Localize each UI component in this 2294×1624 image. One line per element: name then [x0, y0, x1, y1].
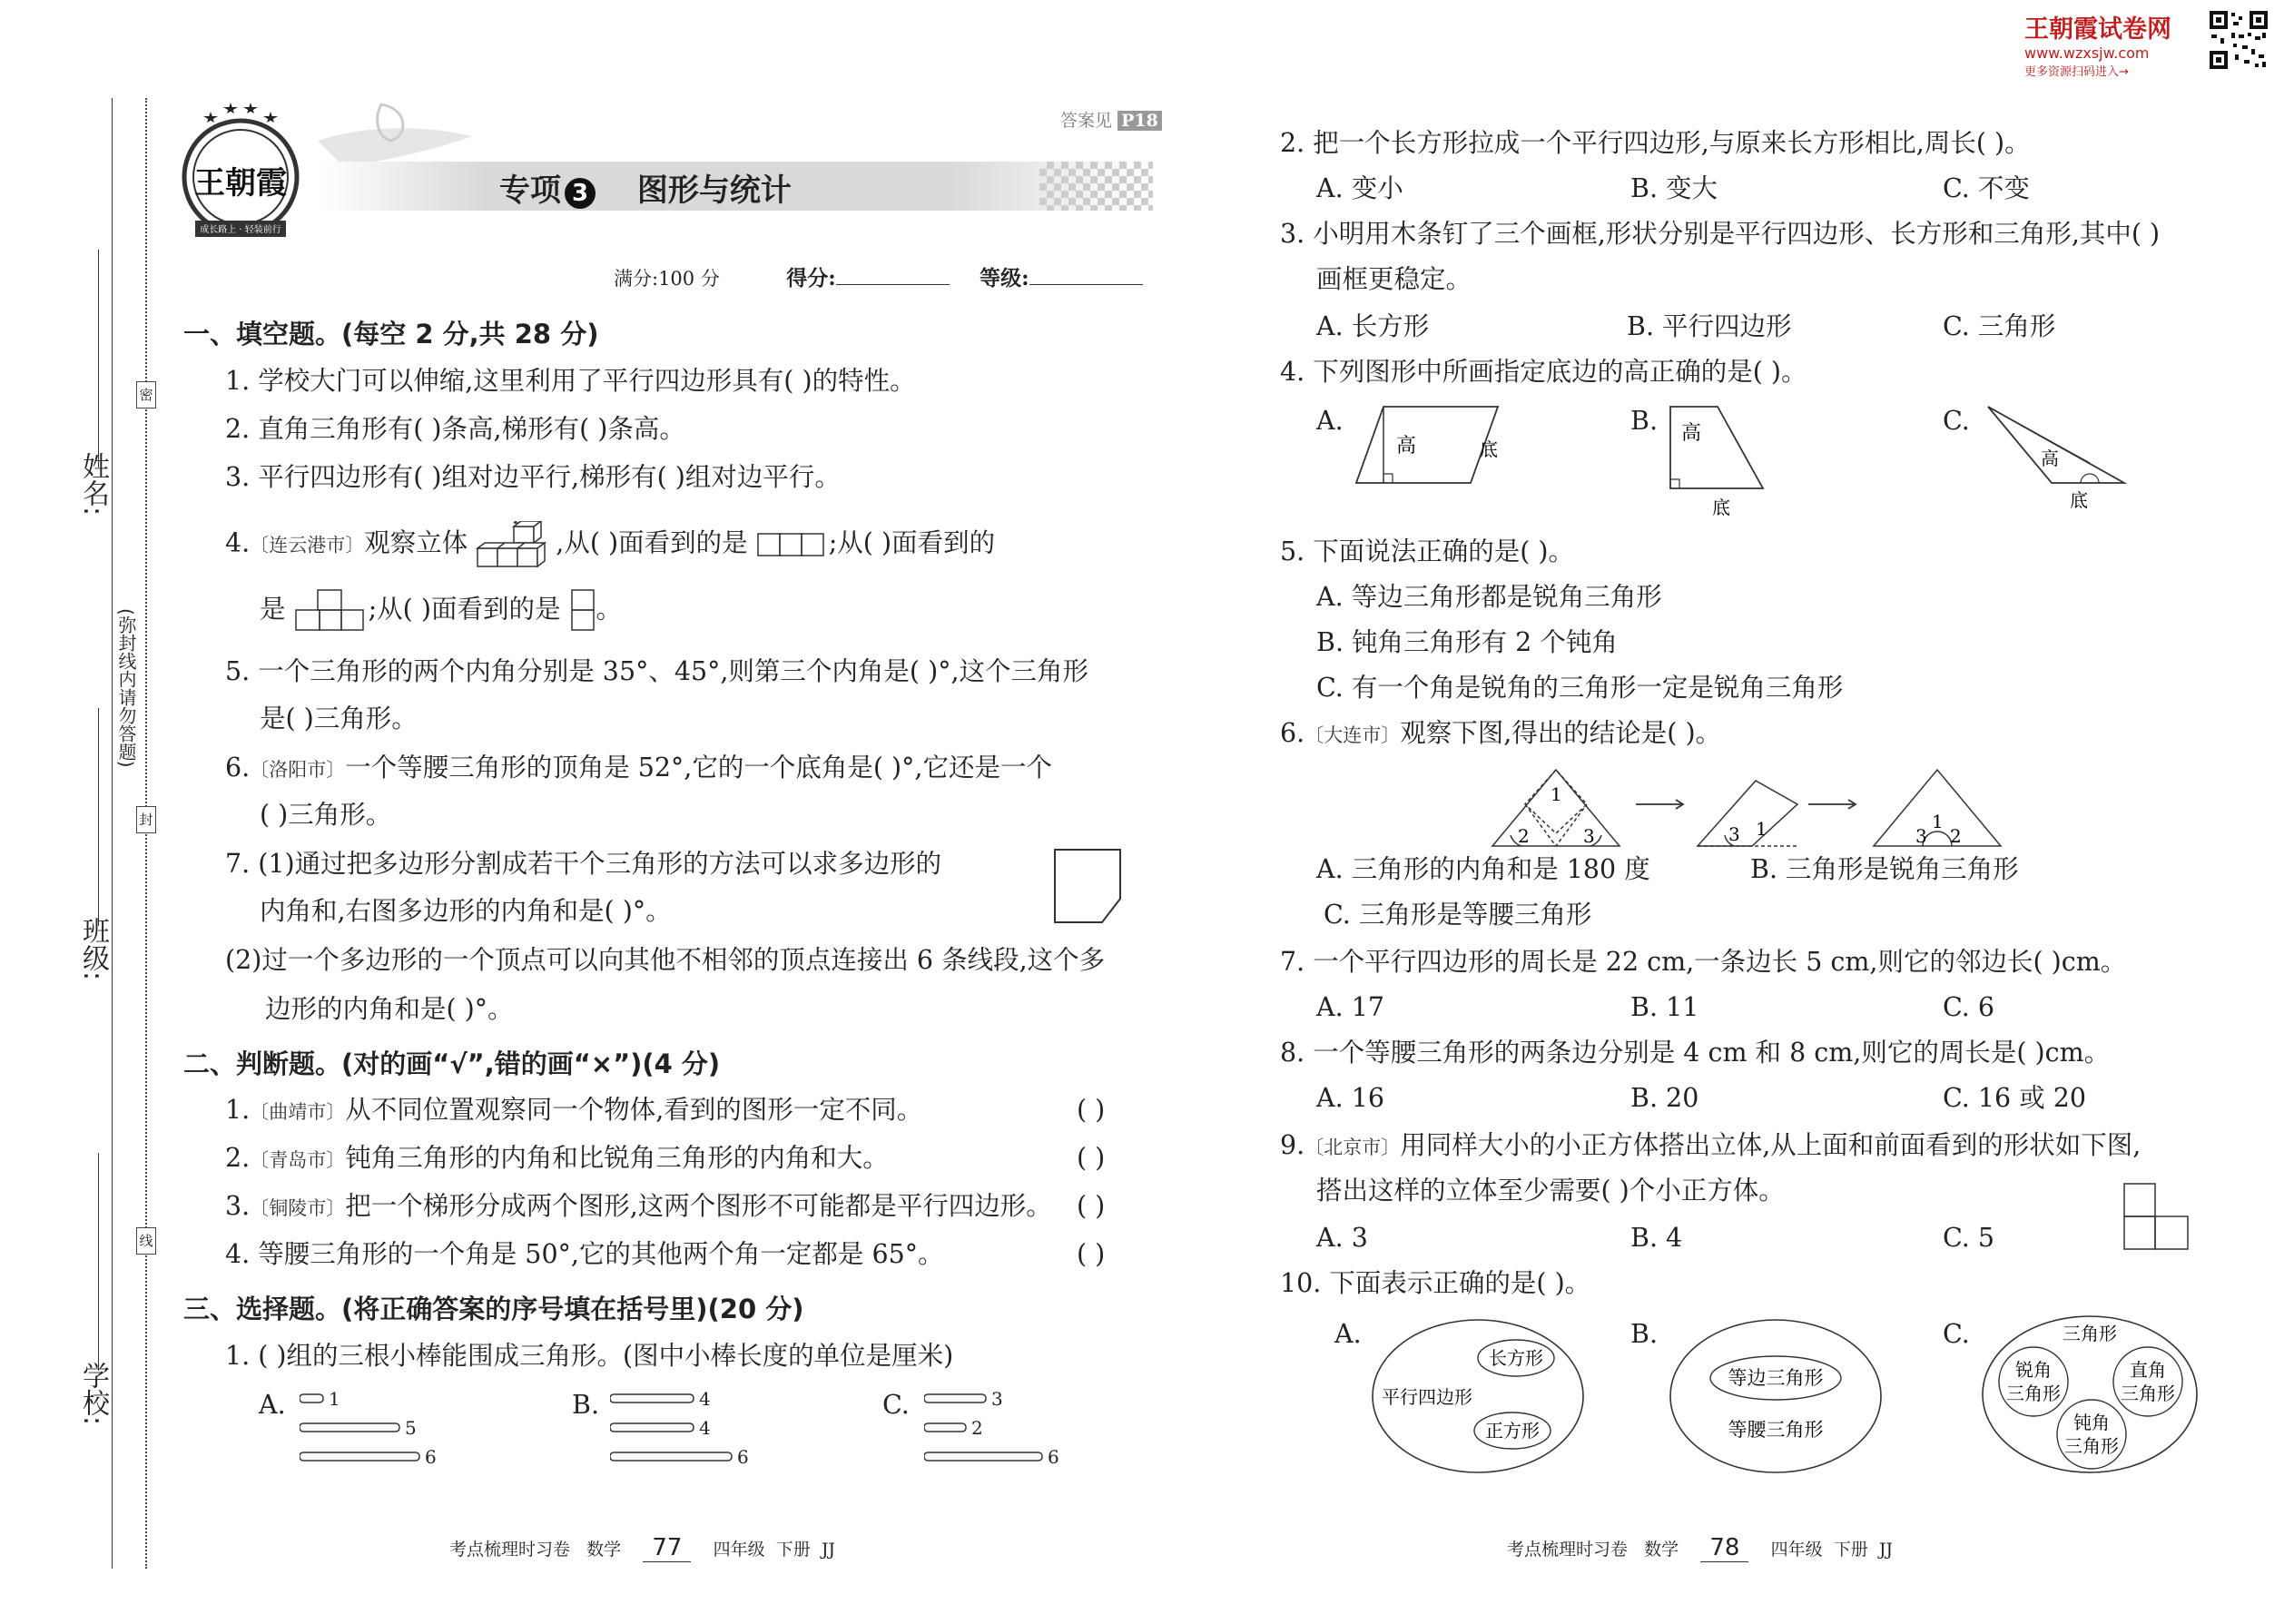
svg-text:4: 4 [699, 1417, 711, 1439]
svg-text:6: 6 [1048, 1446, 1059, 1468]
sticks-option-a [300, 1387, 454, 1469]
svg-text:2: 2 [971, 1417, 983, 1439]
choice-q2-option-c: C. 不变 [1943, 173, 2030, 203]
svg-text:王朝霞: 王朝霞 [194, 165, 287, 202]
choice-q9-option-c: C. 5 [1943, 1223, 1995, 1253]
qr-code-icon [2208, 9, 2269, 71]
choice-q9-line1: 9.〔北京市〕用同样大小的小正方体搭出立体,从上面和前面看到的形状如下图, [1280, 1130, 2141, 1160]
choice-q8-option-a: A. 16 [1316, 1083, 1384, 1113]
choice-q3-option-b: B. 平行四边形 [1627, 311, 1792, 341]
svg-text:三角形: 三角形 [2006, 1383, 2061, 1404]
height-figure-b [1663, 398, 1799, 525]
choice-q7-option-a: A. 17 [1316, 992, 1384, 1022]
svg-text:底: 底 [2070, 489, 2088, 508]
choice-q9-option-a: A. 3 [1316, 1223, 1368, 1253]
view-three-squares [756, 530, 829, 559]
choice-q6-option-b: B. 三角形是锐角三角形 [1750, 854, 2019, 884]
svg-text:6: 6 [737, 1446, 749, 1468]
seal-note: (弥封线内请勿答题) [115, 608, 137, 768]
svg-text:底: 底 [1712, 497, 1730, 518]
section-fill-in: 一、填空题。(每空 2 分,共 28 分) [183, 319, 599, 349]
fill-q3: 3. 平行四边形有( )组对边平行,梯形有( )组对边平行。 [225, 462, 841, 492]
choice-q5-option-b: B. 钝角三角形有 2 个钝角 [1316, 627, 1618, 657]
choice-q2: 2. 把一个长方形拉成一个平行四边形,与原来长方形相比,周长( )。 [1280, 128, 2031, 158]
choice-q3-option-c: C. 三角形 [1943, 311, 2056, 341]
choice-q10-option-c-label: C. [1943, 1319, 1970, 1349]
svg-text:直角: 直角 [2130, 1359, 2166, 1381]
choice-q8-option-b: B. 20 [1630, 1083, 1699, 1113]
judge-q2: 2.〔青岛市〕钝角三角形的内角和比锐角三角形的内角和大。 [225, 1143, 889, 1173]
svg-text:3: 3 [1915, 825, 1927, 847]
choice-q10: 10. 下面表示正确的是( )。 [1280, 1268, 1591, 1298]
choice-q1-option-c-label: C. [882, 1390, 910, 1420]
answer-ref: 答案见 P18 [1060, 107, 1162, 132]
choice-q6-option-a: A. 三角形的内角和是 180 度 [1316, 854, 1650, 884]
cube-stack-figure [476, 521, 556, 568]
judge-q3-paren[interactable]: ( ) [1077, 1191, 1106, 1221]
svg-text:底: 底 [1480, 438, 1498, 460]
svg-text:等腰三角形: 等腰三角形 [1728, 1419, 1824, 1441]
fill-q7-line1: 7. (1)通过把多边形分割成若干个三角形的方法可以求多边形的 [225, 849, 942, 879]
name-label: 姓名: [77, 452, 109, 517]
svg-text:3: 3 [991, 1388, 1003, 1410]
choice-q7-option-c: C. 6 [1943, 992, 1995, 1022]
svg-text:1: 1 [329, 1388, 340, 1410]
name-underline [98, 250, 99, 468]
section-judge: 二、判断题。(对的画“√”,错的画“×”)(4 分) [183, 1048, 721, 1079]
venn-option-b [1667, 1316, 1885, 1476]
svg-text:钝角: 钝角 [2073, 1412, 2110, 1433]
choice-q1: 1. ( )组的三根小棒能围成三角形。(图中小棒长度的单位是厘米) [225, 1341, 954, 1371]
sticks-option-b [610, 1387, 764, 1469]
judge-q4-paren[interactable]: ( ) [1077, 1239, 1106, 1269]
svg-text:长方形: 长方形 [1489, 1347, 1543, 1369]
fill-q4-line1: 4.〔连云港市〕观察立体 ,从( )面看到的是 ;从( )面看到的 [225, 521, 995, 568]
choice-q8: 8. 一个等腰三角形的两条边分别是 4 cm 和 8 cm,则它的周长是( )cm。 [1280, 1038, 2111, 1068]
svg-text:6: 6 [425, 1446, 437, 1468]
fill-q6-line2: ( )三角形。 [260, 800, 392, 830]
fill-q5-line2: 是( )三角形。 [260, 704, 418, 733]
seal-mark-2: 封 [136, 806, 156, 833]
svg-text:3: 3 [1728, 823, 1740, 845]
fill-q2: 2. 直角三角形有( )条高,梯形有( )条高。 [225, 414, 685, 444]
choice-q6: 6.〔大连市〕观察下图,得出的结论是( )。 [1280, 718, 1722, 748]
fill-q7-part2-line2: 边形的内角和是( )°。 [265, 994, 514, 1024]
right-footer: 考点梳理时习卷 数学 78 四年级 下册 JJ [1507, 1534, 1894, 1561]
seal-solid-line [112, 98, 113, 1569]
choice-q6-option-c: C. 三角形是等腰三角形 [1324, 900, 1592, 930]
choice-q1-option-a-label: A. [259, 1390, 286, 1420]
venn-option-c [1979, 1313, 2200, 1476]
seal-mark-1: 密 [136, 381, 156, 408]
choice-q7-option-b: B. 11 [1630, 992, 1699, 1022]
svg-text:1: 1 [1551, 783, 1562, 805]
fill-q5-line1: 5. 一个三角形的两个内角分别是 35°、45°,则第三个内角是( )°,这个三角形 [225, 656, 1089, 686]
height-figure-c [1979, 399, 2133, 508]
pentagon-figure [1051, 844, 1126, 926]
judge-q3: 3.〔铜陵市〕把一个梯形分成两个图形,这两个图形不可能都是平行四边形。 [225, 1191, 1052, 1221]
judge-q2-paren[interactable]: ( ) [1077, 1143, 1106, 1173]
choice-q7: 7. 一个平行四边形的周长是 22 cm,一条边长 5 cm,则它的邻边长( )cm。 [1280, 947, 2127, 977]
choice-q3-option-a: A. 长方形 [1316, 311, 1430, 341]
choice-q8-option-c: C. 16 或 20 [1943, 1083, 2087, 1113]
svg-text:高: 高 [1681, 422, 1702, 445]
venn-option-a [1369, 1316, 1587, 1476]
site-brand: 王朝霞试卷网 www.wzxsjw.com 更多资源扫码进入→ [2024, 15, 2171, 79]
school-label: 学校: [77, 1362, 109, 1426]
choice-q4-option-b-label: B. [1630, 406, 1659, 436]
choice-q3-line1: 3. 小明用木条钉了三个画框,形状分别是平行四边形、长方形和三角形,其中( ) [1280, 219, 2161, 249]
svg-text:三角形: 三角形 [2064, 1435, 2119, 1457]
svg-text:2: 2 [1518, 825, 1530, 847]
svg-text:5: 5 [405, 1417, 417, 1439]
judge-q1-paren[interactable]: ( ) [1077, 1095, 1106, 1125]
svg-text:高: 高 [2041, 448, 2059, 469]
left-footer: 考点梳理时习卷 数学 77 四年级 下册 JJ [449, 1534, 836, 1561]
fill-q4-line2: 是 ;从( )面看到的是 。 [260, 588, 622, 634]
choice-q10-option-a-label: A. [1334, 1319, 1362, 1349]
left-page-number: 77 [643, 1534, 691, 1562]
choice-q10-option-b-label: B. [1630, 1319, 1659, 1349]
sticks-option-c [924, 1387, 1078, 1469]
choice-q2-option-a: A. 变小 [1316, 173, 1403, 203]
title-checker [1039, 162, 1153, 211]
view-two-vertical [569, 588, 596, 634]
score-line: 满分:100 分 得分: 等级: [614, 261, 1143, 291]
fill-q6-line1: 6.〔洛阳市〕一个等腰三角形的顶角是 52°,它的一个底角是( )°,它还是一个 [225, 753, 1052, 782]
view-l-shape [294, 588, 369, 634]
seal-mark-3: 线 [136, 1227, 156, 1255]
school-underline [98, 1153, 99, 1371]
svg-text:4: 4 [699, 1388, 711, 1410]
angle-sum-figure [1489, 763, 2024, 853]
svg-text:正方形: 正方形 [1485, 1420, 1540, 1442]
choice-q4-option-a-label: A. [1316, 406, 1344, 436]
fill-q1: 1. 学校大门可以伸缩,这里利用了平行四边形具有( )的特性。 [225, 366, 916, 396]
judge-q4: 4. 等腰三角形的一个角是 50°,它的其他两个角一定都是 65°。 [225, 1239, 944, 1269]
height-figure-a [1353, 399, 1507, 490]
svg-text:2: 2 [1950, 825, 1962, 847]
svg-text:高: 高 [1396, 435, 1417, 458]
choice-q9-line2: 搭出这样的立体至少需要( )个小正方体。 [1316, 1176, 1785, 1206]
right-page-number: 78 [1700, 1534, 1748, 1562]
judge-q1: 1.〔曲靖市〕从不同位置观察同一个物体,看到的图形一定不同。 [225, 1095, 923, 1125]
choice-q9-option-b: B. 4 [1630, 1223, 1683, 1253]
svg-text:1: 1 [1756, 818, 1767, 840]
section-choice: 三、选择题。(将正确答案的序号填在括号里)(20 分) [183, 1294, 804, 1324]
svg-text:三角形: 三角形 [2121, 1383, 2175, 1404]
choice-q4-option-c-label: C. [1943, 406, 1970, 436]
svg-text:锐角: 锐角 [2015, 1359, 2052, 1381]
class-label: 班级: [77, 917, 109, 981]
choice-q1-option-b-label: B. [572, 1390, 600, 1420]
choice-q3-line2: 画框更稳定。 [1316, 264, 1472, 294]
fill-q7-part2-line1: (2)过一个多边形的一个顶点可以向其他不相邻的顶点连接出 6 条线段,这个多 [225, 945, 1106, 975]
fill-q7-line2: 内角和,右图多边形的内角和是( )°。 [260, 896, 672, 926]
choice-q5-option-c: C. 有一个角是锐角的三角形一定是锐角三角形 [1316, 673, 1844, 703]
svg-text:平行四边形: 平行四边形 [1382, 1386, 1472, 1408]
choice-q5-option-a: A. 等边三角形都是锐角三角形 [1316, 582, 1662, 612]
svg-text:等边三角形: 等边三角形 [1728, 1367, 1824, 1389]
choice-q4: 4. 下列图形中所画指定底边的高正确的是( )。 [1280, 357, 1807, 387]
svg-text:三角形: 三角形 [2063, 1323, 2117, 1344]
svg-text:3: 3 [1583, 825, 1595, 847]
choice-q2-option-b: B. 变大 [1630, 173, 1718, 203]
page-title: 专项 3 图形与统计 [499, 172, 792, 209]
class-underline [98, 708, 99, 926]
choice-q5: 5. 下面说法正确的是( )。 [1280, 536, 1575, 566]
svg-text:1: 1 [1932, 811, 1944, 832]
cube-view-figure [2121, 1180, 2193, 1256]
svg-text:成长路上 · 轻装前行: 成长路上 · 轻装前行 [200, 225, 281, 235]
seal-dotted-line [145, 98, 147, 1569]
